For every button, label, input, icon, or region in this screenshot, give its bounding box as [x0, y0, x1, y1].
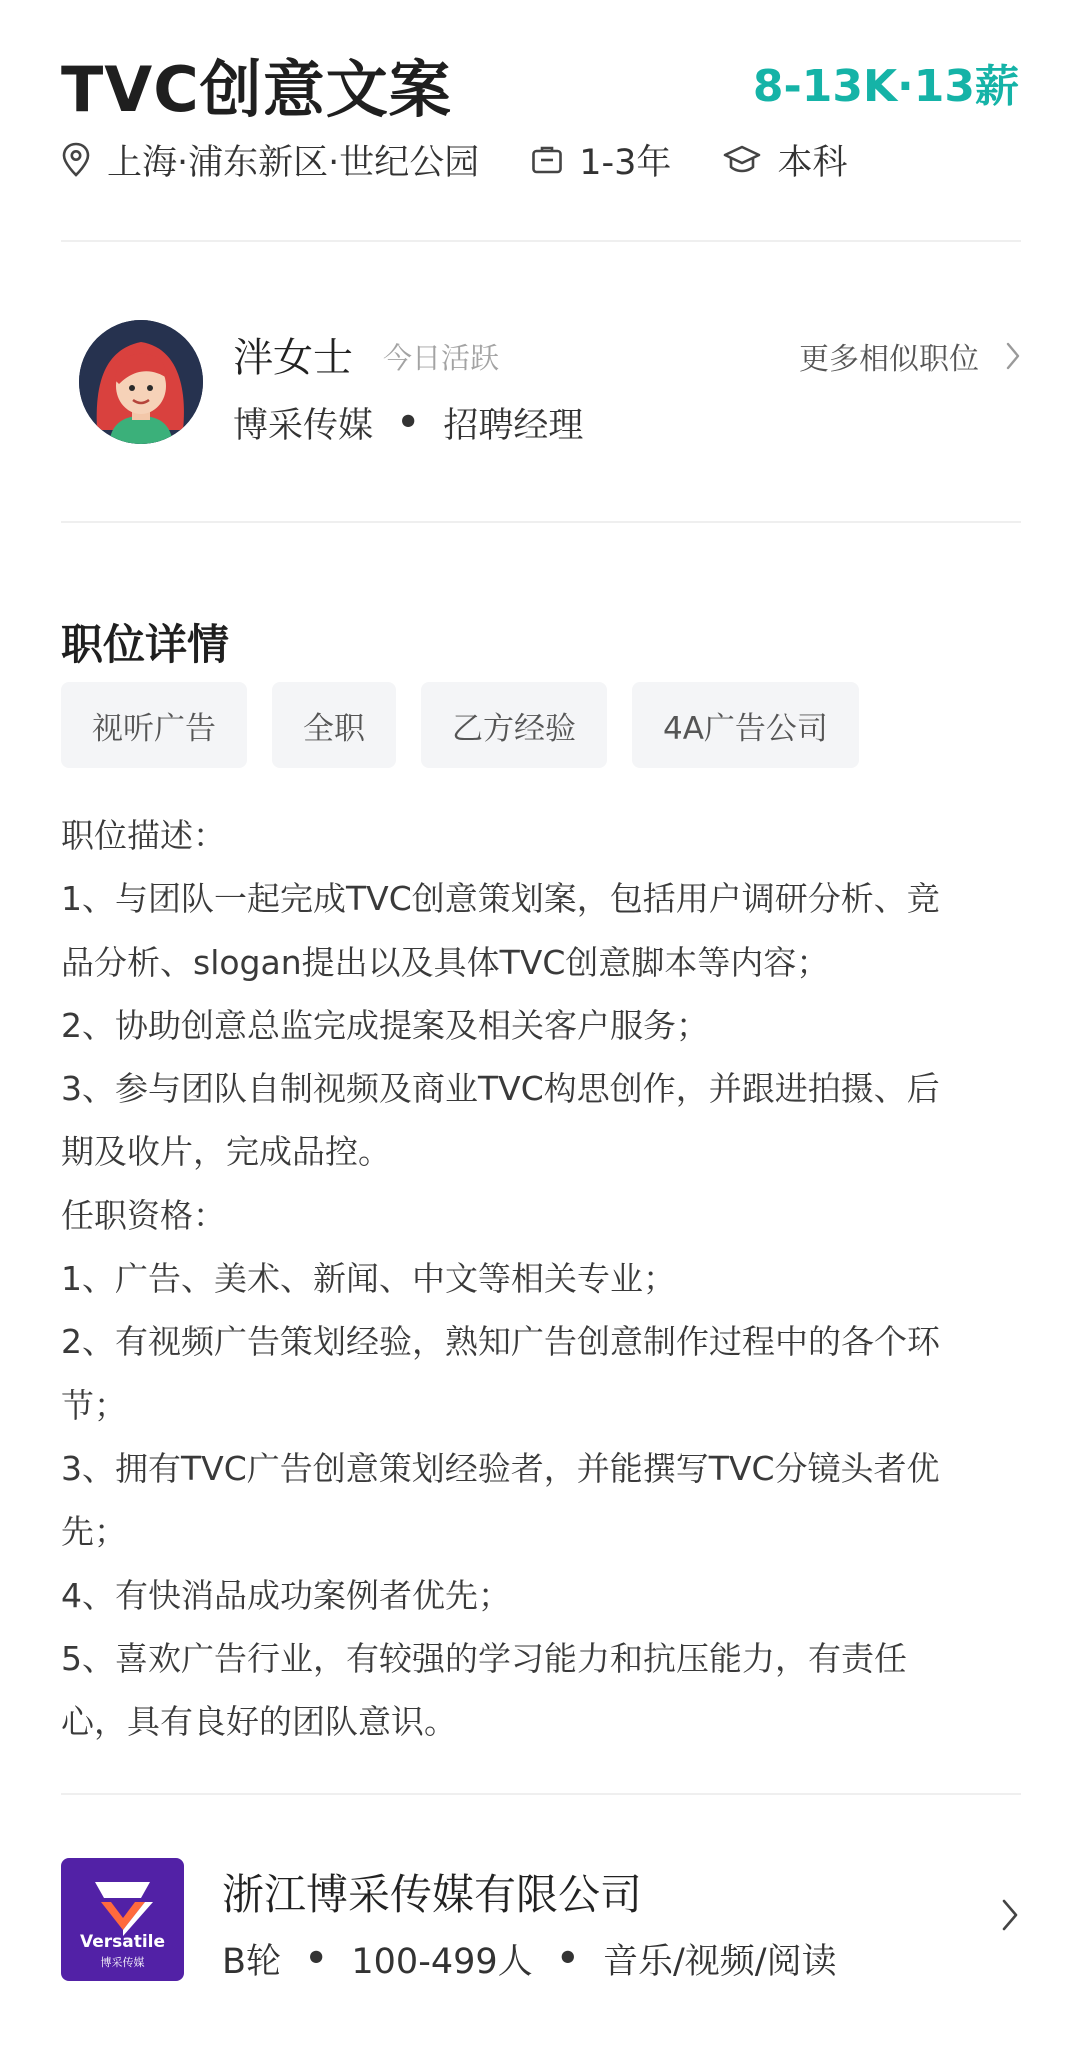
company-logo-subtext: 博采传媒 [100, 1956, 145, 1969]
divider [61, 521, 1021, 523]
divider [61, 1793, 1021, 1795]
description-line: 2、有视频广告策划经验，熟知广告创意制作过程中的各个环 [61, 1322, 940, 1362]
company-logo-text: Versatile [79, 1932, 166, 1952]
description-line: 5、喜欢广告行业，有较强的学习能力和抗压能力，有责任 [61, 1638, 907, 1678]
separator: • [305, 1939, 328, 1979]
description-line: 任职资格： [61, 1195, 226, 1235]
location-pin-icon [61, 142, 91, 178]
description-line: 3、参与团队自制视频及商业TVC构思创作，并跟进拍摄、后 [61, 1069, 940, 1109]
job-title: TVC创意文案 [61, 53, 452, 126]
section-title: 职位详情 [61, 620, 230, 669]
description-line: 节； [61, 1385, 127, 1425]
description-line: 品分析、slogan提出以及具体TVC创意脚本等内容； [61, 942, 830, 982]
description-line: 期及收片，完成品控。 [61, 1132, 391, 1172]
separator: • [397, 403, 420, 443]
description-line: 1、与团队一起完成TVC创意策划案，包括用户调研分析、竞 [61, 879, 940, 919]
experience [531, 135, 671, 185]
job-tags [61, 682, 884, 768]
location-text: 上海·浦东新区·世纪公园 [107, 143, 480, 183]
recruiter-company: 博采传媒 [233, 406, 374, 446]
graduation-cap-icon [723, 145, 761, 175]
active-status: 今日活跃 [383, 341, 500, 375]
recruiter-name: 泮女士 [233, 335, 353, 381]
job-tag: 视听广告 [61, 682, 247, 768]
chevron-right-icon[interactable] [1001, 1898, 1019, 1932]
experience-text: 1-3年 [579, 143, 672, 183]
briefcase-icon [531, 145, 563, 175]
more-similar-label: 更多相似职位 [799, 342, 979, 377]
avatar-illustration [79, 320, 203, 444]
divider [61, 240, 1021, 242]
job-meta-row [61, 132, 899, 188]
location[interactable] [61, 135, 479, 185]
chevron-right-icon [1005, 341, 1021, 371]
company-name[interactable]: 浙江博采传媒有限公司 [222, 1870, 643, 1919]
company-logo[interactable] [61, 1858, 184, 1981]
job-tag: 乙方经验 [421, 682, 607, 768]
job-description [61, 804, 1021, 1753]
description-line: 1、广告、美术、新闻、中文等相关专业； [61, 1259, 676, 1299]
education [723, 135, 847, 185]
recruiter-avatar[interactable] [79, 320, 203, 444]
recruiter-company-role [233, 398, 583, 448]
education-text: 本科 [777, 143, 848, 183]
salary: 8-13K·13薪 [752, 61, 1019, 112]
description-line: 心，具有良好的团队意识。 [61, 1702, 457, 1742]
description-line: 职位描述： [61, 816, 226, 855]
job-tag: 4A广告公司 [632, 682, 859, 768]
job-tag: 全职 [272, 682, 396, 768]
more-similar-jobs-link[interactable] [799, 334, 1021, 378]
description-line: 先； [61, 1512, 127, 1552]
recruiter-role: 招聘经理 [443, 406, 584, 446]
company-size: 100-499人 [351, 1942, 533, 1982]
company-industry: 音乐/视频/阅读 [603, 1942, 837, 1982]
description-line: 3、拥有TVC广告创意策划经验者，并能撰写TVC分镜头者优 [61, 1448, 940, 1488]
description-line: 4、有快消品成功案例者优先； [61, 1575, 511, 1615]
company-funding: B轮 [222, 1942, 282, 1982]
company-info [222, 1934, 837, 1984]
description-line: 2、协助创意总监完成提案及相关客户服务； [61, 1005, 709, 1045]
separator: • [556, 1939, 580, 1979]
